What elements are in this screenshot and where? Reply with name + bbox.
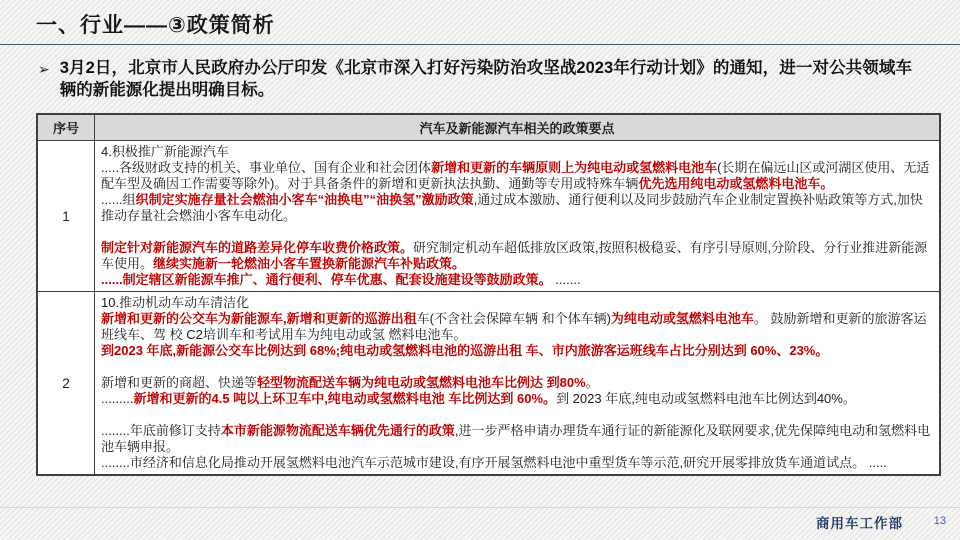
- policy-content-cell: [95, 292, 939, 474]
- highlighted-text: 优先选用纯电动或氢燃料电池车。: [638, 176, 834, 191]
- intro-text: 3月2日，北京市人民政府办公厅印发《北京市深入打好污染防治攻坚战2023年行动计划》的通知，进一对公共领域车辆的新能源化提出明确目标。: [59, 59, 912, 99]
- policy-paragraph: [101, 240, 933, 272]
- body-text: .....各级财政支持的机关、事业单位、国有企业和社会团体: [101, 160, 432, 175]
- footer-divider: [0, 507, 960, 508]
- policy-paragraph: [101, 359, 933, 375]
- highlighted-text: 本市新能源物流配送车辆优先通行的政策: [220, 423, 455, 438]
- row-number-cell: 2: [38, 292, 95, 474]
- body-text: 车(不含社会保障车辆 和个体车辆): [416, 311, 611, 326]
- body-text: 10.推动机动车动车清洁化: [101, 295, 250, 310]
- highlighted-text: 织制定实施存量社会燃油小客车“油换电”“油换氢”激励政策: [135, 192, 474, 207]
- table-header-row: [38, 115, 939, 141]
- policy-paragraph: [101, 272, 933, 288]
- highlighted-text: 轻型物流配送车辆为纯电动或氢燃料电池车比例达 到80%: [257, 375, 586, 390]
- footer-department-label: 商用车工作部: [816, 516, 903, 531]
- policy-paragraph: [101, 144, 933, 160]
- row-number-cell: 1: [38, 141, 95, 291]
- policy-paragraph: [101, 375, 933, 391]
- table-row: [38, 292, 939, 474]
- policy-paragraph: [101, 224, 933, 240]
- highlighted-text: 制定针对新能源汽车的道路差异化停车收费价格政策。: [101, 240, 414, 255]
- policy-paragraph: [101, 407, 933, 423]
- body-text: .........: [101, 391, 134, 406]
- body-text: 新增和更新的商超、快递等: [101, 375, 258, 390]
- body-text: ......组: [101, 192, 136, 207]
- body-text: 到 2023 年底,纯电动或氢燃料电池车比例达到40%。: [556, 391, 856, 406]
- bullet-arrow-icon: ➢: [38, 61, 50, 77]
- policy-paragraph: [101, 160, 933, 192]
- body-text: ,进一步严格申请办理货车通行证的新能源化及联网要求,优先保障纯电动和氢燃料电池车辆申报。: [101, 423, 931, 454]
- policy-paragraph: [101, 343, 933, 359]
- body-text: 。 鼓励新增和更新的旅游客运班线车、驾 校 C2培训车和考试用车为纯电动或氢 燃料电池车。: [101, 311, 927, 342]
- page-number: 13: [933, 515, 946, 527]
- policy-paragraph: [101, 311, 933, 343]
- table-row: [38, 141, 939, 292]
- intro-bullet: [38, 57, 912, 101]
- page-title: 一、行业——③政策简析: [36, 14, 275, 37]
- body-text: ........年底前修订支持: [101, 423, 221, 438]
- policy-paragraph: [101, 455, 933, 471]
- highlighted-text: 新增和更新的公交车为新能源车,新增和更新的巡游出租: [101, 311, 417, 326]
- body-text: 4.积极推广新能源汽车: [101, 144, 229, 159]
- policy-paragraph: [101, 192, 933, 224]
- column-header-policy-points: 汽车及新能源汽车相关的政策要点: [419, 121, 615, 136]
- highlighted-text: 继续实施新一轮燃油小客车置换新能源汽车补贴政策。: [153, 256, 466, 271]
- body-text: 。: [585, 375, 599, 390]
- body-text: ........市经济和信息化局推动开展氢燃料电池汽车示范城市建设,有序开展氢燃料电池中重型货车等示范,研究开展零排放货车通道试点。 .....: [101, 455, 887, 470]
- title-divider: [0, 44, 960, 45]
- body-text: (长期在偏远山区或河湖区使用、无适配车型及确因工作需要等除外)。对于具备条件的新增和更新执法执勤、通勤等专用或特殊车辆: [101, 160, 930, 191]
- highlighted-text: 为纯电动或氢燃料电池车: [610, 311, 754, 326]
- body-text: 研究制定机动车超低排放区政策,按照积极稳妥、有序引导原则,分阶段、分行业推进新能源车使用。: [101, 240, 928, 271]
- highlighted-text: 新增和更新的车辆原则上为纯电动或氢燃料电池车: [431, 160, 718, 175]
- body-text: ,通过成本激励、通行便利以及同步鼓励汽车企业制定置换补贴政策等方式,加快推动存量社会燃油小客车电动化。: [101, 192, 923, 223]
- policy-content-cell: [95, 141, 939, 291]
- policy-paragraph: [101, 423, 933, 455]
- highlighted-text: ......制定辖区新能源车推广、通行便利、停车优惠、配套设施建设等鼓励政策。: [101, 272, 552, 287]
- highlighted-text: 新增和更新的4.5 吨以上环卫车中,纯电动或氢燃料电池 车比例达到 60%。: [133, 391, 557, 406]
- policy-paragraph: [101, 391, 933, 407]
- body-text: .......: [551, 272, 581, 287]
- policy-paragraph: [101, 295, 933, 311]
- highlighted-text: 到2023 年底,新能源公交车比例达到 68%;纯电动或氢燃料电池的巡游出租 车、市内旅游客运班线车占比分别达到 60%、23%。: [101, 343, 829, 358]
- column-header-number: 序号: [38, 115, 95, 140]
- policy-table: [36, 113, 941, 476]
